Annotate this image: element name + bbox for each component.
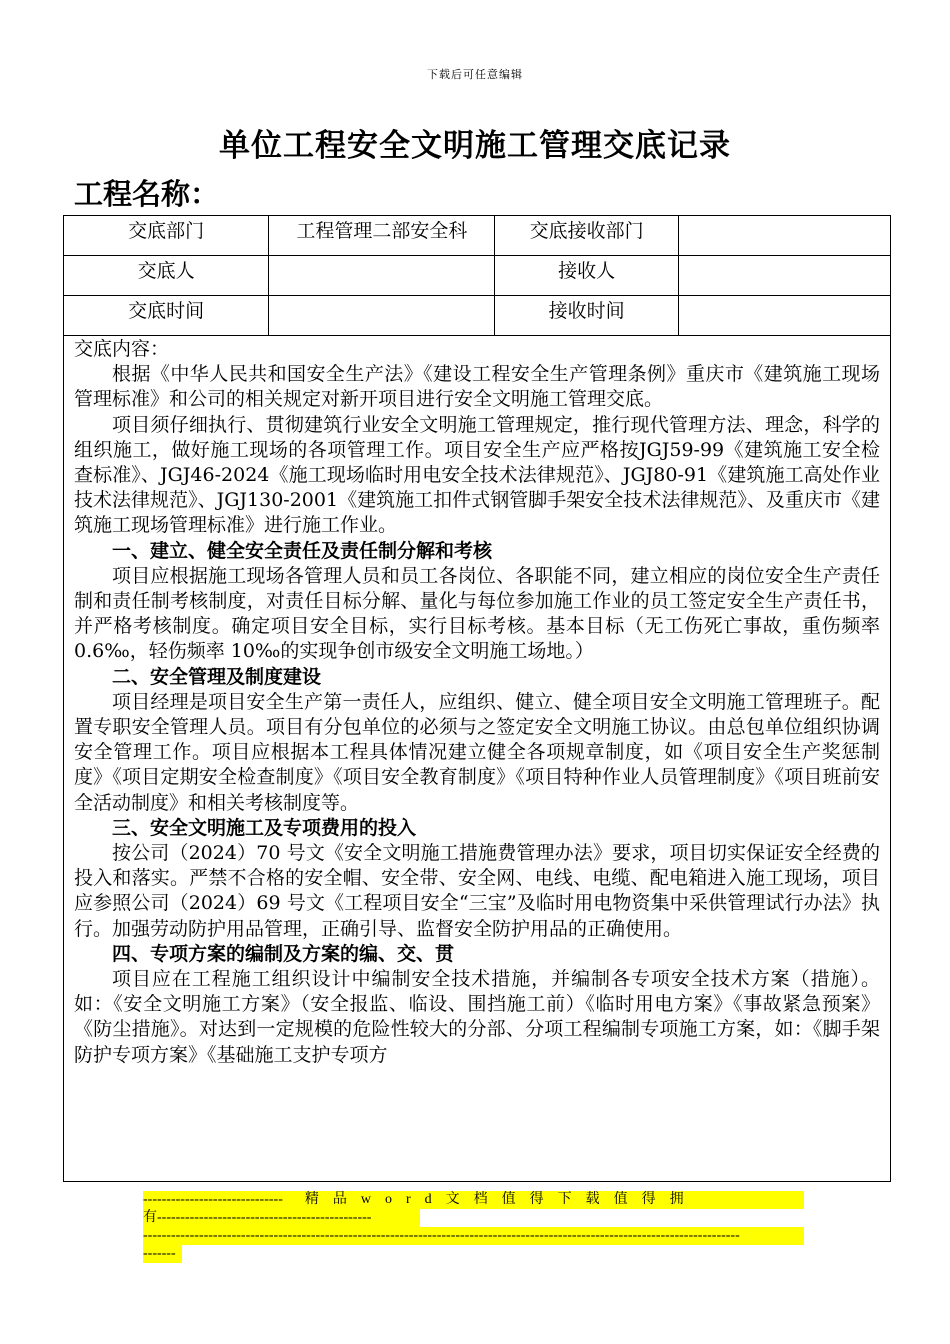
section-heading-1: 一、建立、健全安全责任及责任制分解和考核 [112, 539, 493, 562]
content-label: 交底内容： [74, 338, 170, 360]
receive-time-label: 接收时间 [495, 296, 678, 336]
receiving-department-value [678, 216, 890, 256]
receiving-department-label: 交底接收部门 [495, 216, 678, 256]
receive-time-value [678, 296, 890, 336]
handover-time-value [269, 296, 495, 336]
handover-person-value [269, 256, 495, 296]
document-title: 单位工程安全文明施工管理交底记录 [219, 128, 731, 164]
section-paragraph-3: 按公司（2024）70 号文《安全文明施工措施费管理办法》要求，项目切实保证安全经费的投入和落实。严禁不合格的安全帽、安全带、安全网、电线、电缆、配电箱进入施工现场，项目应参照公司（2024）69 号文《工程项目安全“三宝”及临时用电物资集中采供管理试行办法》执行。加强劳动防护用品管理，正确引导、监督安全防护用品的正确使用。 [74, 842, 880, 940]
handover-department-value: 工程管理二部安全科 [269, 216, 495, 256]
info-row-department [64, 216, 891, 256]
receiver-label: 接收人 [495, 256, 678, 296]
section-heading-4: 四、专项方案的编制及方案的编、交、贯 [112, 942, 455, 965]
section-paragraph-4: 项目应在工程施工组织设计中编制安全技术措施，并编制各专项安全技术方案（措施）。如：《安全文明施工方案》（安全报监、临设、围挡施工前）《临时用电方案》《事故紧急预案》《防尘措施》。对达到一定规模的危险性较大的分部、分项工程编制专项施工方案，如：《脚手架防护专项方案》《基础施工支护专项方 [74, 968, 880, 1066]
footer-watermark-line-4: ------- [143, 1245, 182, 1263]
footer-dashes: ------------------------------ [143, 1192, 283, 1207]
section-heading-3: 三、安全文明施工及专项费用的投入 [112, 816, 417, 839]
intro-paragraph-1: 根据《中华人民共和国安全生产法》《建设工程安全生产管理条例》重庆市《建筑施工现场管理标准》和公司的相关规定对新开项目进行安全文明施工管理交底。 [74, 363, 880, 411]
handover-person-label: 交底人 [64, 256, 269, 296]
project-name-label: 工程名称： [74, 177, 220, 211]
receiver-value [678, 256, 890, 296]
section-heading-2: 二、安全管理及制度建设 [112, 665, 322, 688]
section-paragraph-2: 项目经理是项目安全生产第一责任人，应组织、健立、健全项目安全文明施工管理班子。配置专职安全管理人员。项目有分包单位的必须与之签定安全文明施工协议。由总包单位组织协调安全管理工作。项目应根据本工程具体情况建立健全各项规章制度，如《项目安全生产奖惩制度》《项目定期安全检查制度》《项目安全教育制度》《项目特种作业人员管理制度》《项目班前安全活动制度》和相关考核制度等。 [74, 690, 880, 814]
footer-watermark-line-3: -------------------------------------------------------------------------------------------------------------------------------- [143, 1227, 804, 1245]
footer-watermark-line-1 [143, 1191, 804, 1209]
info-row-person [64, 256, 891, 296]
section-paragraph-1: 项目应根据施工现场各管理人员和员工各岗位、各职能不同，建立相应的岗位安全生产责任制和责任制考核制度，对责任目标分解、量化与每位参加施工作业的员工签定安全生产责任书，并严格考核制度。确定项目安全目标，实行目标考核。基本目标（无工伤死亡事故，重伤频率 0.6‰，轻伤频率 10‰的实现争创市级安全文明施工场地。） [74, 564, 880, 663]
handover-time-label: 交底时间 [64, 296, 269, 336]
intro-paragraph-2: 项目须仔细执行、贯彻建筑行业安全文明施工管理规定，推行现代管理方法、理念，科学的组织施工，做好施工现场的各项管理工作。项目安全生产应严格按JGJ59-99《建筑施工安全检查标准》、JGJ46-2024《施工现场临时用电安全技术法律规范》、JGJ80-91《建筑施工高处作业技术法律规范》、JGJ130-2001《建筑施工扣件式钢管脚手架安全技术法律规范》、及重庆市《建筑施工现场管理标准》进行施工作业。 [74, 413, 880, 537]
handover-department-label: 交底部门 [64, 216, 269, 256]
info-row-time [64, 296, 891, 336]
header-note: 下载后可任意编辑 [427, 68, 523, 81]
handover-content-box [63, 335, 891, 1182]
info-table [63, 215, 891, 336]
footer-watermark-line-2: 有---------------------------------------------- [143, 1209, 420, 1227]
footer-download-text: 精品word文档值得下载值得拥 [304, 1192, 698, 1207]
